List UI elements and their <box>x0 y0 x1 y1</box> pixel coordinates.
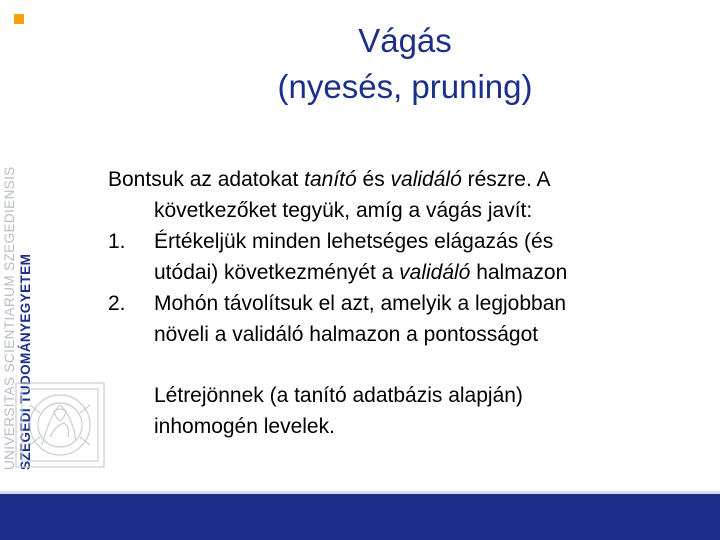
slide-title <box>130 18 680 110</box>
list-item-2-number: 2. <box>108 292 126 315</box>
list-item-2-line-1: Mohón távolítsuk el azt, amelyik a legjobban <box>154 292 567 315</box>
intro-line-2: következőket tegyük, amíg a vágás javít: <box>154 199 533 222</box>
university-name-bold: SZEGEDI TUDOMÁNYEGYETEM <box>18 253 33 470</box>
list-item-2-line-2: növeli a validáló halmazon a pontosságot <box>154 323 539 346</box>
list-item-1 <box>108 226 708 257</box>
intro-line-1: Bontsuk az adatokat tanító és validáló részre. A <box>108 168 551 191</box>
list-item-1-line-2: utódai) következményét a validáló halmazon <box>154 261 568 284</box>
list-item-1-number: 1. <box>108 230 126 253</box>
title-line-2: (nyesés, pruning) <box>277 68 533 105</box>
note-line-2: inhomogén levelek. <box>154 415 335 438</box>
university-latin-name: UNIVERSITAS SCIENTIARUM SZEGEDIENSIS <box>2 166 17 470</box>
footer-band <box>0 494 720 540</box>
title-line-1: Vágás <box>358 22 452 59</box>
slide-body <box>108 164 708 442</box>
list-item-1-line-1: Értékeljük minden lehetséges elágazás (és <box>154 230 554 253</box>
university-emblem-icon <box>10 375 110 475</box>
note-line-1: Létrejönnek (a tanító adatbázis alapján) <box>154 384 523 407</box>
list-item-2 <box>108 288 708 319</box>
